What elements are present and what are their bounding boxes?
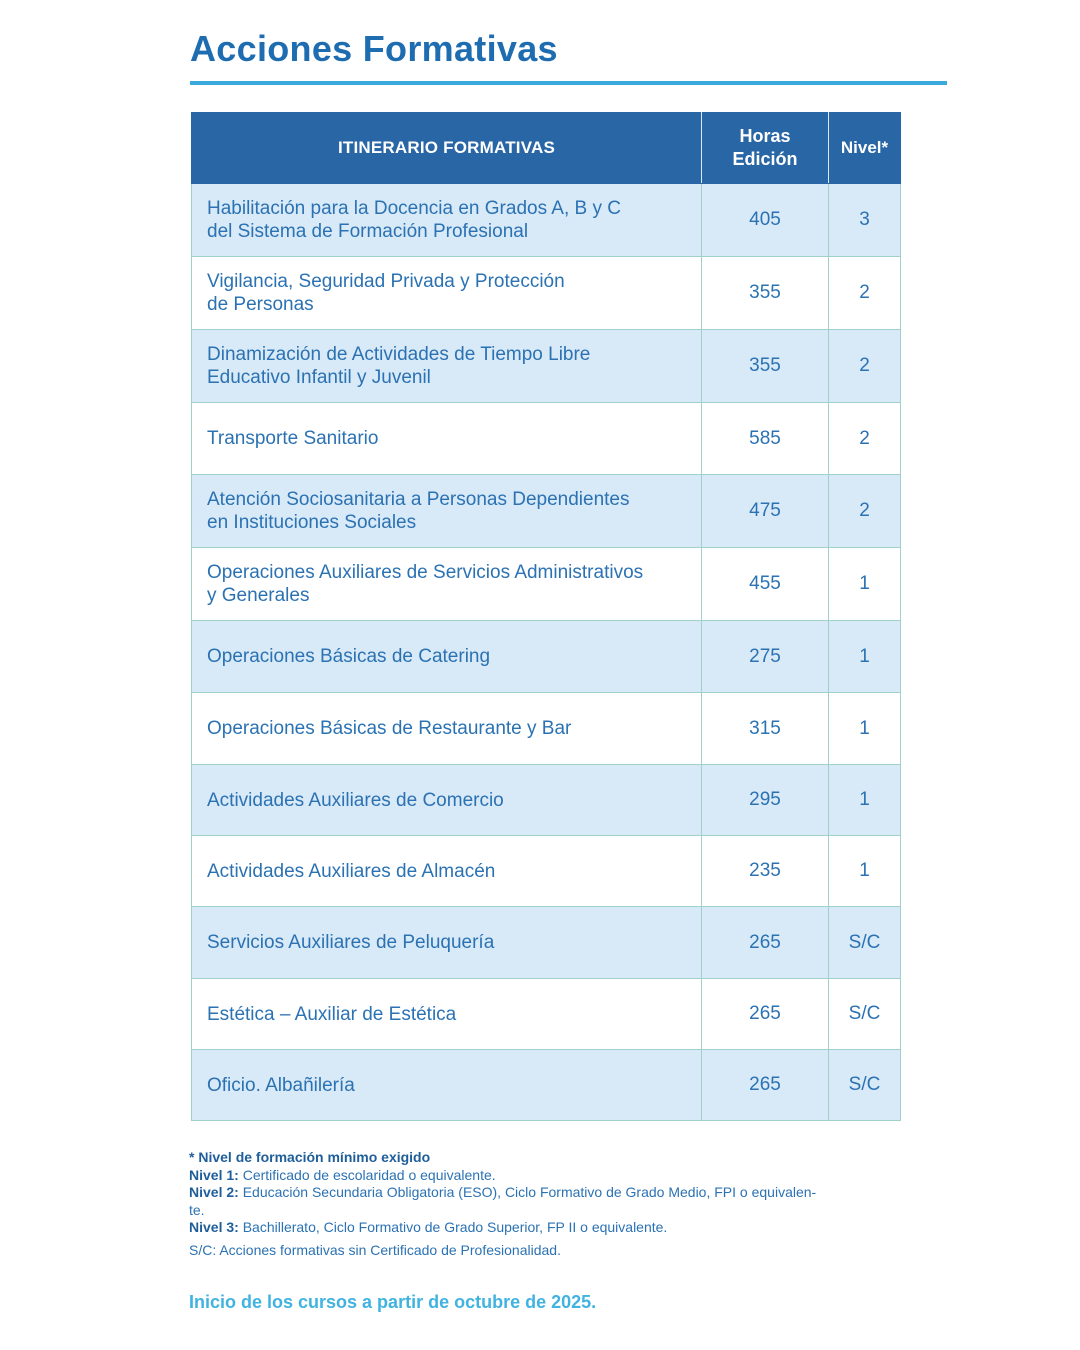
page-title: Acciones Formativas — [190, 28, 558, 69]
table-row — [192, 257, 901, 330]
table-row — [192, 184, 901, 257]
course-name-line1: Oficio. Albañilería — [207, 1074, 355, 1096]
course-name-line2: del Sistema de Formación Profesional — [207, 221, 529, 242]
course-name — [192, 979, 702, 1050]
course-name-line1: Dinamización de Actividades de Tiempo Libre — [207, 344, 591, 365]
course-name — [192, 1050, 702, 1121]
table-row — [192, 907, 901, 979]
header-itinerario: ITINERARIO FORMATIVAS — [192, 113, 702, 184]
courses-table — [191, 112, 901, 1121]
table-row — [192, 548, 901, 621]
header-horas-edicion — [702, 113, 829, 184]
course-name-line2: y Generales — [207, 585, 310, 606]
course-level: 2 — [829, 475, 901, 548]
table-row — [192, 475, 901, 548]
course-hours: 265 — [702, 907, 829, 979]
course-name-line1: Actividades Auxiliares de Almacén — [207, 860, 496, 882]
course-level: 2 — [829, 330, 901, 403]
course-name — [192, 836, 702, 907]
courses-start-note: Inicio de los cursos a partir de octubre de 2025. — [189, 1292, 597, 1312]
header-horas-line2: Edición — [732, 149, 798, 169]
table-body — [192, 184, 901, 1121]
note-nivel-2: Nivel 2: Educación Secundaria Obligatoria (ESO), Ciclo Formativo de Grado Medio, FPI o equivalen- te. — [189, 1184, 817, 1218]
note-nivel-3: Nivel 3: Bachillerato, Ciclo Formativo de Grado Superior, FP II o equivalente. — [189, 1219, 668, 1235]
course-name-line1: Servicios Auxiliares de Peluquería — [207, 932, 495, 953]
course-hours: 355 — [702, 257, 829, 330]
course-level: 3 — [829, 184, 901, 257]
course-name-line1: Atención Sociosanitaria a Personas Dependientes — [207, 489, 630, 510]
course-hours: 315 — [702, 693, 829, 765]
course-name-line1: Habilitación para la Docencia en Grados A, B y C — [207, 198, 621, 219]
course-name-line1: Actividades Auxiliares de Comercio — [207, 789, 504, 811]
course-name — [192, 257, 702, 330]
course-level: S/C — [829, 979, 901, 1050]
course-name — [192, 330, 702, 403]
course-level: 2 — [829, 403, 901, 475]
course-level: S/C — [829, 1050, 901, 1121]
table-row — [192, 330, 901, 403]
course-name-line1: Vigilancia, Seguridad Privada y Protección — [207, 271, 565, 292]
course-name-line1: Operaciones Básicas de Restaurante y Bar — [207, 718, 572, 739]
course-level: 1 — [829, 621, 901, 693]
course-hours: 235 — [702, 836, 829, 907]
course-level: S/C — [829, 907, 901, 979]
course-name-line1: Estética – Auxiliar de Estética — [207, 1003, 457, 1025]
course-level: 1 — [829, 836, 901, 907]
course-name-line1: Operaciones Básicas de Catering — [207, 646, 491, 667]
course-hours: 475 — [702, 475, 829, 548]
course-name — [192, 693, 702, 765]
course-hours: 265 — [702, 979, 829, 1050]
course-hours: 585 — [702, 403, 829, 475]
table-row — [192, 621, 901, 693]
table-row — [192, 403, 901, 475]
course-hours: 355 — [702, 330, 829, 403]
footnotes — [189, 1149, 889, 1259]
course-level: 1 — [829, 765, 901, 836]
table-row — [192, 979, 901, 1050]
table-row — [192, 1050, 901, 1121]
course-hours: 295 — [702, 765, 829, 836]
course-name — [192, 548, 702, 621]
course-name — [192, 475, 702, 548]
course-level: 2 — [829, 257, 901, 330]
course-hours: 455 — [702, 548, 829, 621]
course-name — [192, 765, 702, 836]
course-name-line1: Operaciones Auxiliares de Servicios Administrativos — [207, 562, 644, 583]
course-name-line2: en Instituciones Sociales — [207, 512, 417, 533]
note-heading: * Nivel de formación mínimo exigido — [189, 1149, 431, 1165]
header-horas-line1: Horas — [739, 126, 791, 146]
course-name-line2: de Personas — [207, 294, 314, 315]
course-name — [192, 907, 702, 979]
table-row — [192, 693, 901, 765]
note-nivel-1: Nivel 1: Certificado de escolaridad o equivalente. — [189, 1166, 496, 1183]
header-nivel: Nivel* — [829, 113, 901, 184]
table-header-row — [192, 113, 901, 184]
course-name — [192, 184, 702, 257]
course-hours: 405 — [702, 184, 829, 257]
course-name-line1: Transporte Sanitario — [207, 428, 379, 449]
course-level: 1 — [829, 548, 901, 621]
note-sc: S/C: Acciones formativas sin Certificado de Profesionalidad. — [189, 1241, 561, 1258]
table-row — [192, 836, 901, 907]
course-hours: 265 — [702, 1050, 829, 1121]
course-name-line2: Educativo Infantil y Juvenil — [207, 367, 431, 388]
course-name — [192, 621, 702, 693]
course-level: 1 — [829, 693, 901, 765]
course-name — [192, 403, 702, 475]
title-underline — [190, 81, 947, 85]
table-row — [192, 765, 901, 836]
course-hours: 275 — [702, 621, 829, 693]
